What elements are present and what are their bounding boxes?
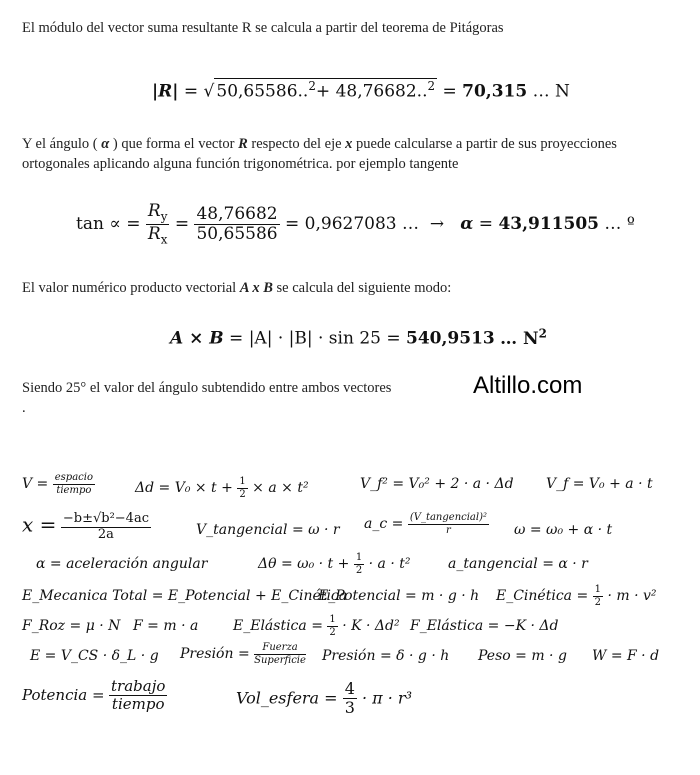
formula-tangential-velocity: V_tangencial = ω · r bbox=[196, 522, 340, 538]
formula-centripetal: a_c = $\frac{\text{(V\_tangencial)²}}{r}$ bbox=[364, 512, 488, 536]
formula-displacement: Δd = V₀ × t + $\frac{1}{2}$ × a × t² bbox=[135, 476, 309, 500]
formula-elastic-energy: E_Elástica = $\frac{1}{2}$ · K · Δd² bbox=[233, 614, 400, 638]
formula-final-velocity: V_f = V₀ + a · t bbox=[546, 476, 653, 492]
angle-result: 43,911505 bbox=[498, 214, 600, 235]
formula-kinetic-energy: E_Cinética = $\frac{1}{2}$ · m · v² bbox=[496, 584, 657, 608]
formula-final-velocity-squared: V_f² = V₀² + 2 · a · Δd bbox=[360, 476, 514, 492]
formula-sphere-volume: Vol_esfera = $\frac{4}{3}$ · π · r³ bbox=[236, 679, 412, 718]
formula-pressure-hydrostatic: Presión = δ · g · h bbox=[322, 648, 450, 664]
angle-paragraph-line2: ortogonales aplicando alguna función trigonométrica. por ejemplo tangente bbox=[22, 156, 459, 172]
formula-angular-displacement: Δθ = ω₀ · t + $\frac{1}{2}$ · a · t² bbox=[258, 552, 411, 576]
formula-mechanical-energy: E_Mecanica Total = E_Potencial + E_Cinética bbox=[22, 588, 348, 604]
modulus-equation: |R| = √ 50,65586..$^2$+ 48,76682..$^2$ = 70,315 … N bbox=[152, 79, 570, 102]
formula-tangential-acceleration: a_tangencial = α · r bbox=[448, 556, 588, 572]
formula-weight: Peso = m · g bbox=[478, 648, 567, 664]
cross-result: 540,9513 bbox=[406, 328, 495, 349]
formula-angular-acceleration: α = aceleración angular bbox=[36, 556, 208, 572]
formula-potential-energy: E_Potencial = m · g · h bbox=[318, 588, 480, 604]
formula-work: W = F · d bbox=[592, 648, 660, 664]
formula-angular-velocity: ω = ω₀ + α · t bbox=[514, 522, 613, 538]
formula-force: F = m · a bbox=[133, 618, 199, 634]
formula-pressure-force: Presión = $\frac{\text{Fuerza}}{\text{Superficie}}$ bbox=[180, 642, 306, 666]
altillo-watermark: Altillo.com bbox=[473, 372, 583, 399]
formula-elastic-force: F_Elástica = −K · Δd bbox=[410, 618, 559, 634]
cross-paragraph: El valor numérico producto vectorial A x B se calcula del siguiente modo: bbox=[22, 280, 452, 296]
dot: . bbox=[22, 400, 26, 416]
formula-quadratic: x = $\frac{\text{−b±√b²−4ac}}{2a}$ bbox=[22, 511, 149, 542]
tangent-equation: tan ∝ = $\frac{R_y}{R_x}$ = $\frac{48,76682}{50,65586}$ = 0,9627083 … → α = 43,911505 … º bbox=[76, 201, 635, 247]
formula-friction: F_Roz = μ · N bbox=[22, 618, 121, 634]
formula-energy: E = V_CS · δ_L · g bbox=[30, 648, 159, 664]
formula-velocity: V = $\frac{\text{espacio}}{\text{tiempo}}$ bbox=[22, 472, 93, 496]
angle-note: Siendo 25° el valor del ángulo subtendido entre ambos vectores bbox=[22, 380, 392, 396]
intro-paragraph: El módulo del vector suma resultante R se calcula a partir del teorema de Pitágoras bbox=[22, 20, 504, 36]
modulus-result: 70,315 bbox=[462, 81, 528, 102]
angle-paragraph-line1: Y el ángulo ( α ) que forma el vector R respecto del eje x puede calcularse a partir de sus proyecciones bbox=[22, 136, 617, 152]
formula-power: Potencia = $\frac{\text{trabajo}}{\text{tiempo}}$ bbox=[22, 677, 166, 714]
cross-product-equation: A × B = |A| · |B| · sin 25 = 540,9513 … $N^2$ bbox=[170, 326, 547, 349]
